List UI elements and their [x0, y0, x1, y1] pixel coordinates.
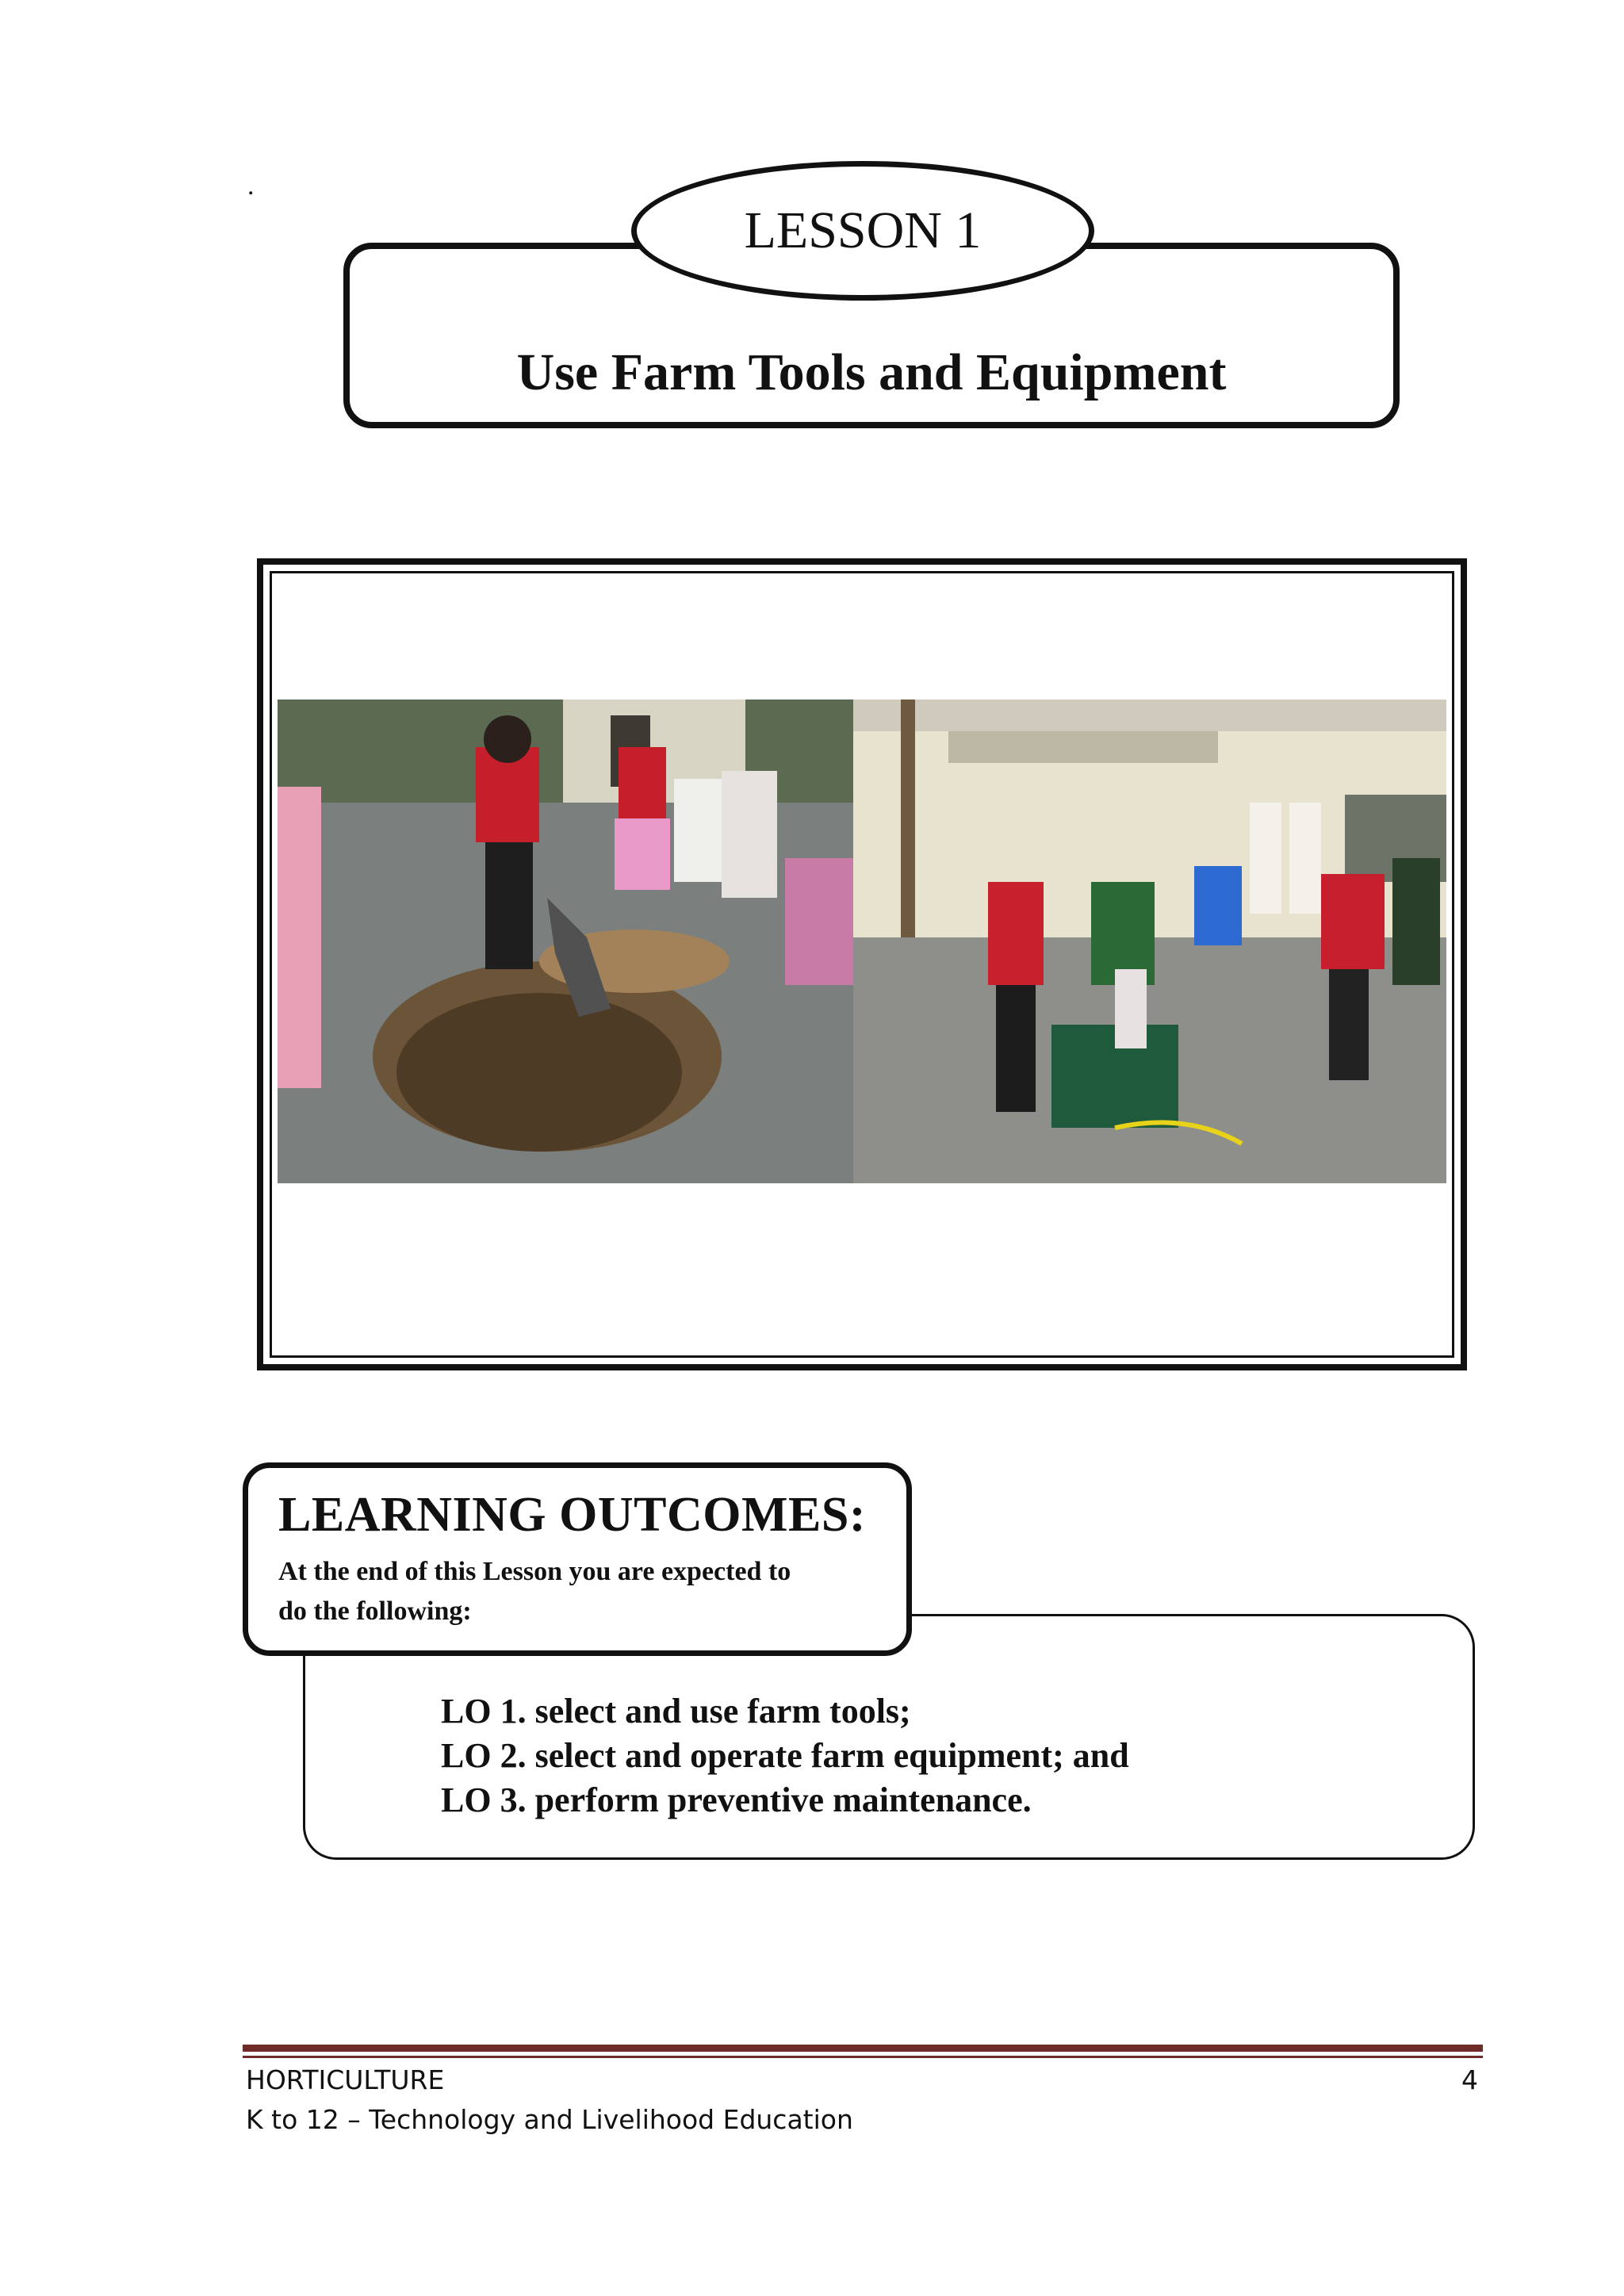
- learning-outcomes-heading: LEARNING OUTCOMES:: [278, 1488, 867, 1542]
- lesson-title: Use Farm Tools and Equipment: [516, 343, 1227, 401]
- page-number: 4: [1461, 2064, 1478, 2095]
- stray-mark: .: [247, 171, 255, 201]
- lesson-label-oval: [631, 161, 1094, 301]
- learning-outcomes-intro-line-1: At the end of this Lesson you are expected to: [278, 1557, 791, 1586]
- footer-rule-thin: [243, 2056, 1483, 2058]
- photo-students-shoveling-soil: [278, 700, 853, 1183]
- learning-outcomes-intro-line-2: do the following:: [278, 1596, 472, 1626]
- learning-outcome-item: LO 3. perform preventive maintenance.: [441, 1780, 1032, 1819]
- footer-subject: HORTICULTURE: [246, 2064, 445, 2095]
- photo-students-at-school-garden: [853, 700, 1446, 1183]
- footer-rule-thick: [243, 2045, 1483, 2052]
- footer-program: K to 12 – Technology and Livelihood Education: [246, 2104, 853, 2135]
- learning-outcomes-header-box: [243, 1462, 912, 1656]
- learning-outcomes-intro: [278, 1552, 876, 1631]
- learning-outcome-item: LO 2. select and operate farm equipment; and: [441, 1736, 1129, 1775]
- learning-outcomes-list: [441, 1689, 1129, 1823]
- footer-left: [246, 2060, 853, 2140]
- lesson-label: LESSON 1: [744, 201, 982, 259]
- learning-outcome-item: LO 1. select and use farm tools;: [441, 1692, 911, 1731]
